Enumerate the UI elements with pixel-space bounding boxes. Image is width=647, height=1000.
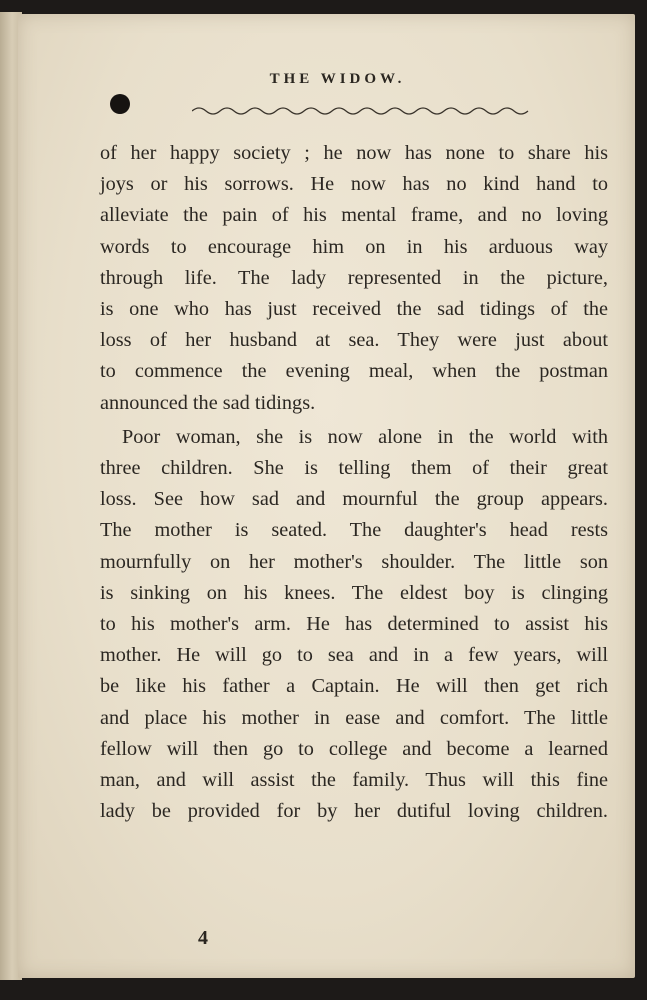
text-line: announced the sad tidings. (100, 391, 316, 414)
text-line: loss of her husband at sea. They were just about (100, 329, 608, 352)
text-line: of her happy society ; he now has none to share his (100, 142, 608, 164)
text-line: is sinking on his knees. The eldest boy is clinging (100, 581, 608, 604)
page-number: 4 (198, 927, 208, 949)
paragraph-1 (100, 138, 608, 419)
text-line: The mother is seated. The daughter's head rests (100, 519, 608, 542)
paragraph-2 (100, 422, 608, 828)
text-line: and place his mother in ease and comfort. The little (100, 706, 608, 729)
text-line: lady be provided for by her dutiful loving children. (100, 800, 608, 823)
text-line: alleviate the pain of his mental frame, and no loving (100, 204, 608, 227)
text-line: joys or his sorrows. He now has no kind hand to (100, 173, 608, 196)
wavy-rule-ornament (192, 102, 532, 120)
text-line: Poor woman, she is now alone in the world with (122, 425, 608, 448)
text-line: words to encourage him on in his arduous way (100, 235, 608, 258)
text-line: is one who has just received the sad tidings of the (100, 298, 608, 321)
text-line: through life. The lady represented in the picture, (100, 266, 608, 289)
text-line: mournfully on her mother's shoulder. The little son (100, 550, 608, 573)
text-line: loss. See how sad and mournful the group appears. (100, 488, 608, 511)
text-line: man, and will assist the family. Thus will this fine (100, 769, 608, 792)
text-line: be like his father a Captain. He will then get rich (100, 675, 608, 698)
body-text (100, 138, 608, 827)
text-line: mother. He will go to sea and in a few years, will (100, 644, 608, 667)
book-page (18, 14, 635, 978)
text-line: to commence the evening meal, when the postman (100, 360, 608, 383)
text-line: to his mother's arm. He has determined to assist his (100, 613, 608, 636)
text-line: three children. She is telling them of their great (100, 457, 608, 480)
punch-hole (110, 94, 130, 114)
text-line: fellow will then go to college and become a learned (100, 737, 608, 760)
running-head: THE WIDOW. (269, 71, 406, 87)
